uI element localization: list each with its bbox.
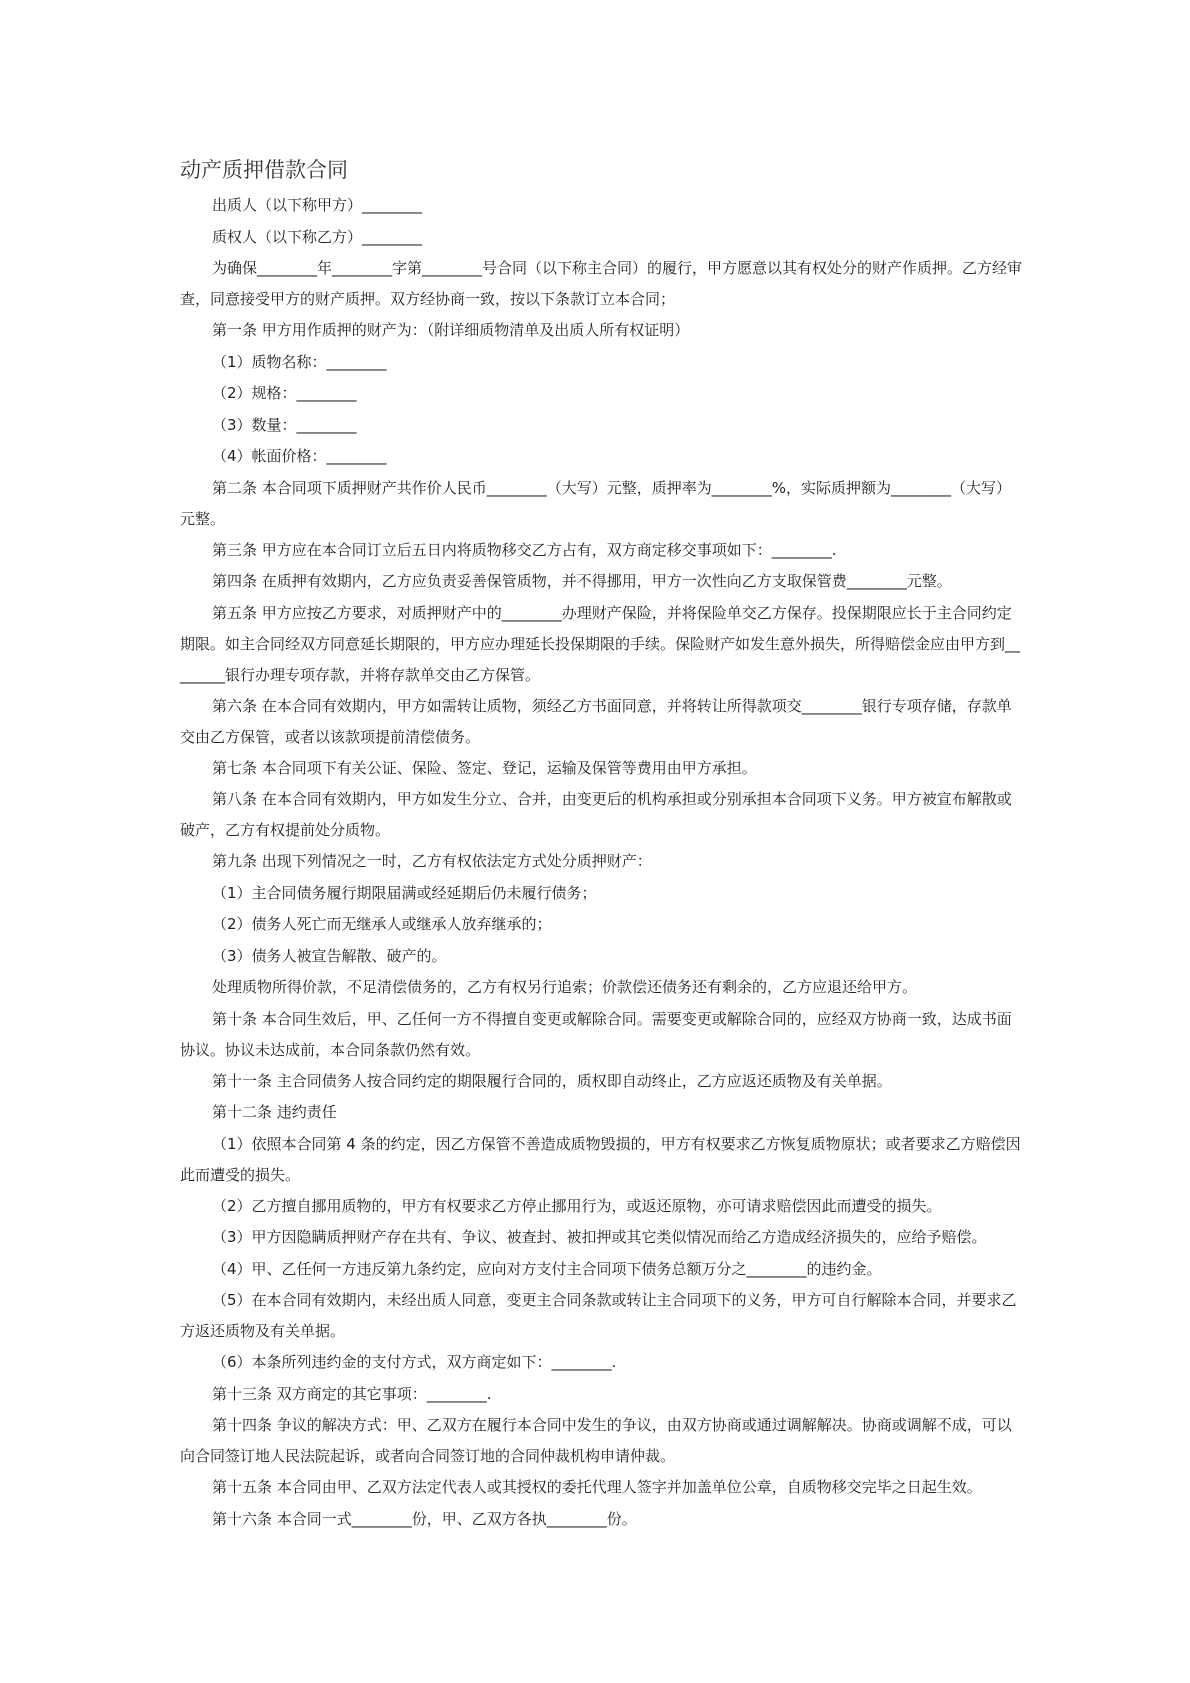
clause-article-9: 第九条 出现下列情况之一时，乙方有权依法定方式处分质押财产： — [212, 852, 652, 870]
clause-article-9-item-3: （3）债务人被宣告解散、破产的。 — [212, 946, 447, 965]
clause-article-10: 第十条 本合同生效后，甲、乙任何一方不得擅自变更或解除合同。需要变更或解除合同的，应经双方协商一致，达成书面协议。协议未达成前，本合同条款仍然有效。 — [180, 1009, 1012, 1059]
contract-page — [180, 150, 1025, 1535]
clause-article-12-item-1: （1）依照本合同第 4 条的约定，因乙方保管不善造成质物毁损的，甲方有权要求乙方恢复质物原状；或者要求乙方赔偿因此而遭受的损失。 — [180, 1134, 1021, 1184]
clause-pledgor: 出质人（以下称甲方）________ — [212, 196, 423, 214]
clause-article-5: 第五条 甲方应按乙方要求，对质押财产中的________办理财产保险，并将保险单交乙方保存。投保期限应长于主合同约定期限。如主合同经双方同意延长期限的，甲方应办理延长投保期限的手续。保险财产如发生意外损失，所得赔偿金应由甲方到________银行办理专项存款，并将存款单交由乙方保管。 — [180, 603, 1021, 684]
clause-item-name: （1）质物名称：________ — [212, 352, 387, 371]
clause-article-16: 第十六条 本合同一式________份，甲、乙双方各执________份。 — [212, 1509, 637, 1528]
clause-article-12-item-6: （6）本条所列违约金的支付方式，双方商定如下：________. — [212, 1353, 617, 1371]
clause-article-12-item-2: （2）乙方擅自挪用质物的，甲方有权要求乙方停止挪用行为，或返还原物，亦可请求赔偿因此而遭受的损失。 — [212, 1196, 942, 1215]
clause-preamble: 为确保________年________字第________号合同（以下称主合同）的履行，甲方愿意以其有权处分的财产作质押。乙方经审查，同意接受甲方的财产质押。双方经协商一致，按以下条款订立本合同； — [180, 259, 1023, 308]
clause-article-9-item-2: （2）债务人死亡而无继承人或继承人放弃继承的； — [212, 915, 552, 933]
clause-article-9-proceeds: 处理质物所得价款，不足清偿债务的，乙方有权另行追索；价款偿还债务还有剩余的，乙方应退还给甲方。 — [212, 978, 918, 996]
clause-article-9-item-1: （1）主合同债务履行期限届满或经延期后仍未履行债务； — [212, 883, 597, 902]
clause-article-3: 第三条 甲方应在本合同订立后五日内将质物移交乙方占有，双方商定移交事项如下：________. — [212, 540, 837, 559]
clause-item-spec: （2）规格：________ — [212, 384, 357, 402]
clause-article-12-item-5: （5）在本合同有效期内，未经出质人同意，变更主合同条款或转让主合同项下的义务，甲方可自行解除本合同，并要求乙方返还质物及有关单据。 — [180, 1291, 1017, 1340]
clause-item-quantity: （3）数量：________ — [212, 415, 357, 434]
clause-article-12: 第十二条 违约责任 — [212, 1103, 337, 1121]
clause-item-book-value: （4）帐面价格：________ — [212, 447, 387, 465]
document-title: 动产质押借款合同 — [180, 158, 348, 182]
clause-article-1: 第一条 甲方用作质押的财产为：（附详细质物清单及出质人所有权证明） — [212, 321, 690, 339]
clause-article-4: 第四条 在质押有效期内，乙方应负责妥善保管质物，并不得挪用，甲方一次性向乙方支取保管费________元整。 — [212, 572, 952, 590]
clause-article-11: 第十一条 主合同债务人按合同约定的期限履行合同的，质权即自动终止，乙方应返还质物及有关单据。 — [212, 1071, 892, 1090]
clause-article-2: 第二条 本合同项下质押财产共作价人民币________（大写）元整，质押率为________%，实际质押额为________（大写）元整。 — [180, 478, 1012, 528]
clause-article-13: 第十三条 双方商定的其它事项：________. — [212, 1384, 492, 1403]
clause-article-8: 第八条 在本合同有效期内，甲方如发生分立、合并，由变更后的机构承担或分别承担本合同项下义务。甲方被宣布解散或破产，乙方有权提前处分质物。 — [180, 790, 1012, 839]
clause-article-12-item-3: （3）甲方因隐瞒质押财产存在共有、争议、被查封、被扣押或其它类似情况而给乙方造成经济损失的，应给予赔偿。 — [212, 1228, 987, 1246]
clause-article-7: 第七条 本合同项下有关公证、保险、签定、登记，运输及保管等费用由甲方承担。 — [212, 758, 757, 777]
clause-article-6: 第六条 在本合同有效期内，甲方如需转让质物，须经乙方书面同意，并将转让所得款项交________银行专项存储，存款单交由乙方保管，或者以该款项提前清偿债务。 — [180, 696, 1012, 746]
clause-article-15: 第十五条 本合同由甲、乙双方法定代表人或其授权的委托代理人签字并加盖单位公章，自质物移交完毕之日起生效。 — [212, 1478, 982, 1496]
clause-pledgee: 质权人（以下称乙方）________ — [212, 227, 423, 246]
clause-article-14: 第十四条 争议的解决方式：甲、乙双方在履行本合同中发生的争议，由双方协商或通过调解解决。协商或调解不成，可以向合同签订地人民法院起诉，或者向合同签订地的合同仲裁机构申请仲裁。 — [180, 1416, 1012, 1465]
clause-article-12-item-4: （4）甲、乙任何一方违反第九条约定，应向对方支付主合同项下债务总额万分之________的违约金。 — [212, 1259, 882, 1278]
